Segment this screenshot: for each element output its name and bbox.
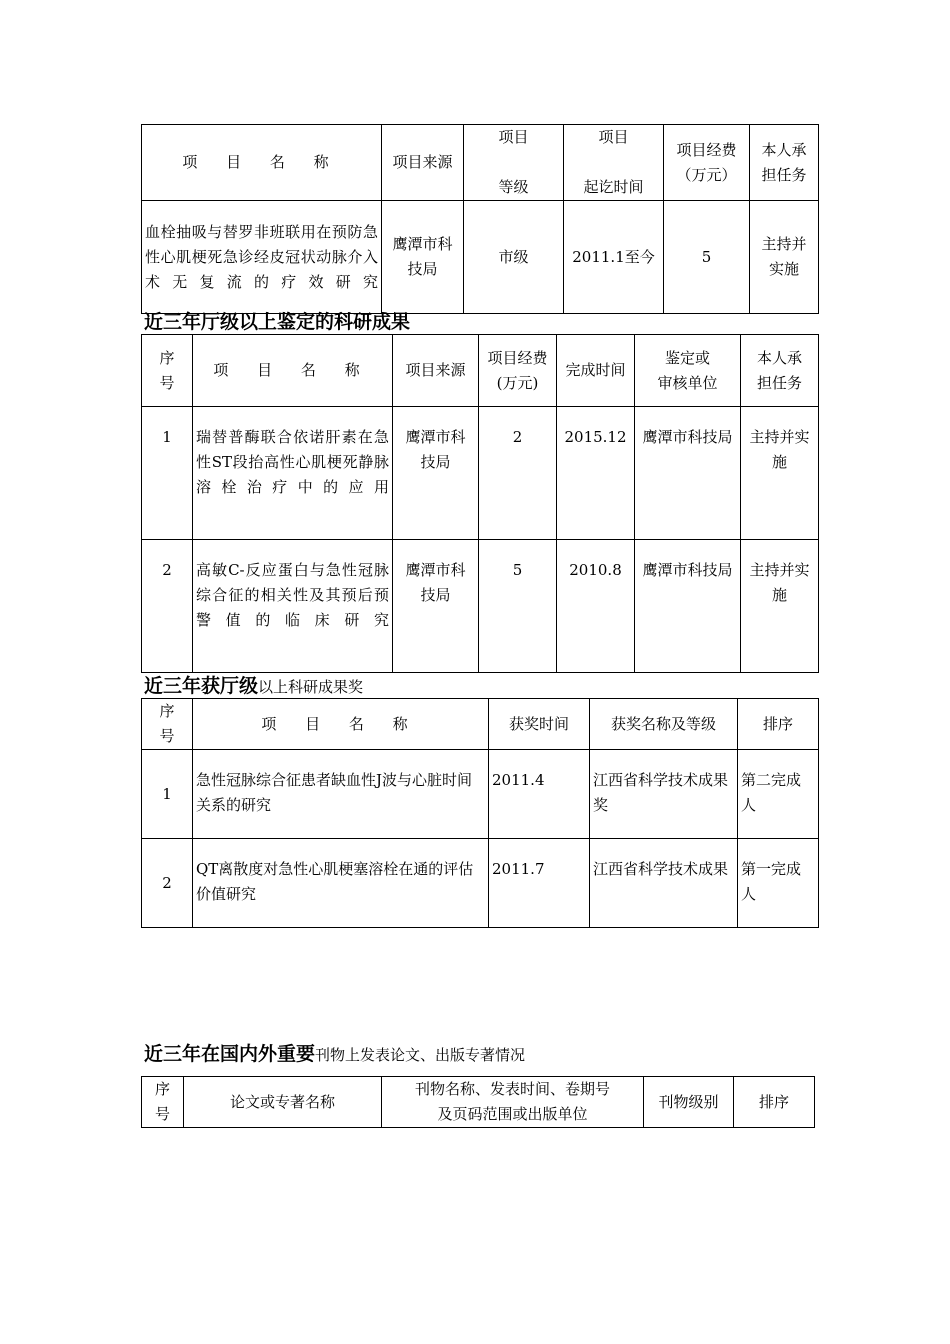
award-name-cell: 江西省科学技术成果奖 [590,750,738,839]
table-row [142,839,819,928]
project-period-cell: 2011.1至今 [564,201,664,314]
header-project-source: 项目来源 [393,335,479,407]
section-title-normal: 刊物上发表论文、出版专著情况 [315,1046,526,1064]
section-title-bold: 近三年获厅级 [144,675,259,697]
table-row [142,750,819,839]
header-rank: 排序 [734,1077,815,1128]
project-funding-cell: 2 [479,407,557,540]
header-project-name: 项 目 名 称 [193,699,489,750]
serial-number-cell: 1 [142,407,193,540]
table-header-row [142,699,819,750]
appraisal-unit-cell: 鹰潭市科技局 [635,540,741,673]
table-header-row [142,1077,815,1128]
award-name-cell: 江西省科学技术成果 [590,839,738,928]
header-journal-level: 刊物级别 [644,1077,734,1128]
award-time-cell: 2011.7 [489,839,590,928]
project-name-cell: 急性冠脉综合征患者缺血性J波与心脏时间关系的研究 [193,750,489,839]
completion-time-cell: 2010.8 [557,540,635,673]
personal-role-cell: 主持并实 施 [741,407,819,540]
project-funding-cell: 5 [479,540,557,673]
header-serial-number: 序 号 [142,699,193,750]
header-serial-number: 序 号 [142,1077,184,1128]
section-title-normal: 以上科研成果奖 [258,678,364,696]
header-project-funding: 项目经费 (万元) [479,335,557,407]
project-source-cell: 鹰潭市科 技局 [393,407,479,540]
header-project-source: 项目来源 [382,125,464,201]
research-project-table [141,124,819,314]
research-awards-table [141,698,819,928]
header-project-level: 项目 等级 [464,125,564,201]
appraised-results-table [141,334,819,673]
header-personal-role: 本人承 担任务 [741,335,819,407]
header-personal-role: 本人承 担任务 [750,125,819,201]
header-journal-info: 刊物名称、发表时间、卷期号 及页码范围或出版单位 [382,1077,644,1128]
table-row [142,540,819,673]
header-project-name: 项 目 名 称 [193,335,393,407]
award-time-cell: 2011.4 [489,750,590,839]
table-header-row [142,125,819,201]
project-level-cell: 市级 [464,201,564,314]
rank-cell: 第一完成人 [738,839,819,928]
header-paper-name: 论文或专著名称 [184,1077,382,1128]
header-project-name: 项 目 名 称 [142,125,382,201]
section-title-bold: 近三年在国内外重要 [144,1043,316,1065]
header-project-funding: 项目经费 （万元） [664,125,750,201]
section-title-publications [144,1042,525,1067]
serial-number-cell: 2 [142,540,193,673]
project-name-cell: 瑞替普酶联合依诺肝素在急性ST段抬高性心肌梗死静脉溶栓治疗中的应用 [193,407,393,540]
header-completion-time: 完成时间 [557,335,635,407]
serial-number-cell: 2 [142,839,193,928]
project-source-cell: 鹰潭市科 技局 [382,201,464,314]
publications-table [141,1076,815,1128]
header-award-name-level: 获奖名称及等级 [590,699,738,750]
header-award-time: 获奖时间 [489,699,590,750]
table-header-row [142,335,819,407]
rank-cell: 第二完成人 [738,750,819,839]
table-row [142,407,819,540]
project-name-cell: QT离散度对急性心肌梗塞溶栓在通的评估价值研究 [193,839,489,928]
table-row [142,201,819,314]
appraisal-unit-cell: 鹰潭市科技局 [635,407,741,540]
header-project-period: 项目 起讫时间 [564,125,664,201]
project-funding-cell: 5 [664,201,750,314]
header-appraisal-unit: 鉴定或 审核单位 [635,335,741,407]
project-name-cell: 高敏C-反应蛋白与急性冠脉综合征的相关性及其预后预警值的临床研究 [193,540,393,673]
serial-number-cell: 1 [142,750,193,839]
personal-role-cell: 主持并 实施 [750,201,819,314]
section-title-research-awards [144,674,363,699]
project-source-cell: 鹰潭市科 技局 [393,540,479,673]
project-name-cell: 血栓抽吸与替罗非班联用在预防急性心肌梗死急诊经皮冠状动脉介入术无复流的疗效研究 [142,201,382,314]
section-title-appraised-results: 近三年厅级以上鉴定的科研成果 [144,311,411,333]
personal-role-cell: 主持并实 施 [741,540,819,673]
completion-time-cell: 2015.12 [557,407,635,540]
header-rank: 排序 [738,699,819,750]
header-serial-number: 序 号 [142,335,193,407]
